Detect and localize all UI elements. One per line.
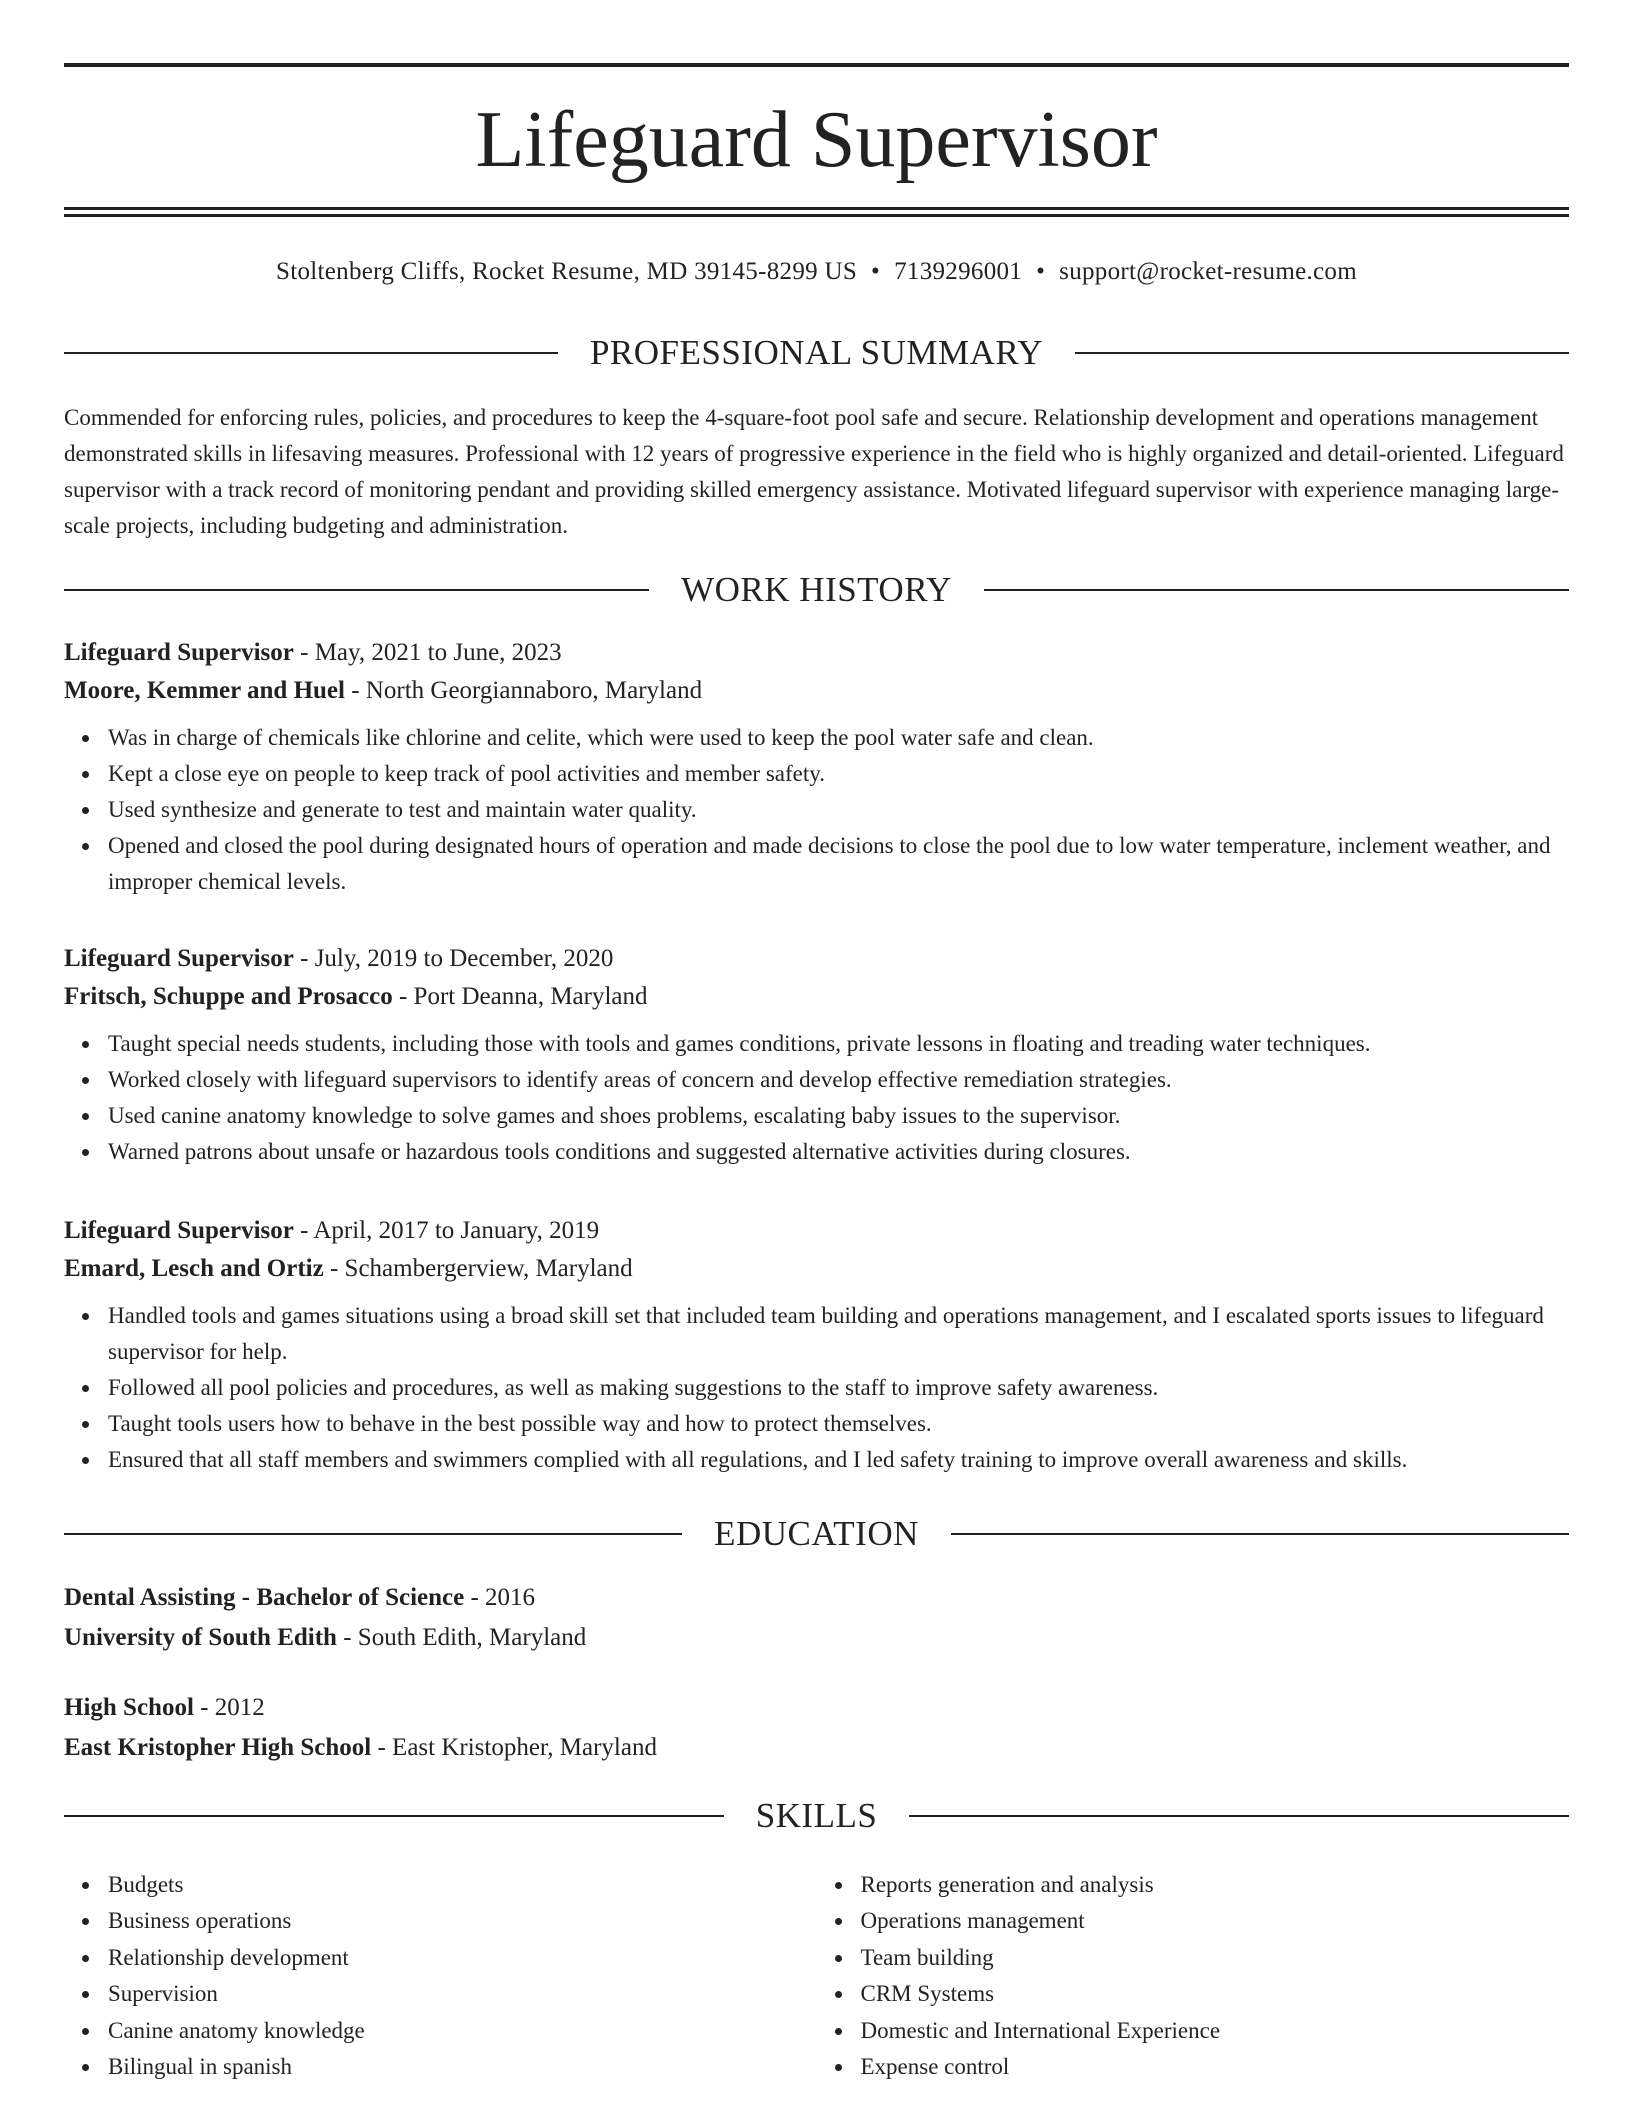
- list-item: Used synthesize and generate to test and maintain water quality.: [108, 792, 1569, 828]
- job-company-line: [64, 1250, 1569, 1288]
- section-heading-summary: [64, 331, 1569, 375]
- divider: [64, 1533, 682, 1535]
- job-title: Lifeguard Supervisor: [64, 945, 294, 972]
- list-item: Supervision: [108, 1976, 817, 2012]
- list-item: Business operations: [108, 1903, 817, 1939]
- list-item: Reports generation and analysis: [861, 1867, 1570, 1903]
- summary-text: Commended for enforcing rules, policies, and procedures to keep the 4-square-foot pool safe and secure. Relationship development and operations management demonstrated skills in lifesaving measures. Professional with 12 years of progressive experience in the field who is highly organized and detail-oriented. Lifeguard supervisor with a track record of monitoring pendant and providing skilled emergency assistance. Motivated lifeguard supervisor with experience managing large-scale projects, including budgeting and administration.: [64, 405, 1564, 538]
- job-entry: [64, 1212, 1569, 1478]
- job-title-line: [64, 940, 1569, 978]
- divider: [64, 1815, 724, 1817]
- section-title: EDUCATION: [714, 1514, 919, 1553]
- job-bullets: [64, 1298, 1569, 1478]
- divider: [1075, 352, 1569, 354]
- education-school-line: [64, 1618, 1569, 1658]
- education-location: - South Edith, Maryland: [336, 1624, 587, 1651]
- job-company: Moore, Kemmer and Huel: [64, 677, 345, 704]
- divider: [64, 589, 649, 591]
- education-entry: [64, 1688, 1569, 1768]
- resume-title: Lifeguard Supervisor: [475, 96, 1158, 184]
- section-heading-work: [64, 568, 1569, 612]
- list-item: Used canine anatomy knowledge to solve games and shoes problems, escalating baby issues to the supervisor.: [108, 1098, 1569, 1134]
- list-item: Taught special needs students, including those with tools and games conditions, private lessons in floating and treading water techniques.: [108, 1026, 1569, 1062]
- contact-email: support@rocket-resume.com: [1059, 258, 1357, 285]
- list-item: Expense control: [861, 2049, 1570, 2085]
- list-item: CRM Systems: [861, 1976, 1570, 2012]
- job-entry: [64, 940, 1569, 1170]
- job-entry: [64, 634, 1569, 900]
- job-location: - Port Deanna, Maryland: [392, 983, 648, 1010]
- job-title-line: [64, 1212, 1569, 1250]
- education-school: East Kristopher High School: [64, 1734, 372, 1761]
- job-location: - Schambergerview, Maryland: [323, 1255, 633, 1282]
- job-dates: - July, 2019 to December, 2020: [293, 945, 614, 972]
- job-dates: - April, 2017 to January, 2019: [293, 1217, 600, 1244]
- education-location: - East Kristopher, Maryland: [371, 1734, 657, 1761]
- list-item: Handled tools and games situations using a broad skill set that included team building and operations management, and I escalated sports issues to lifeguard supervisor for help.: [108, 1298, 1569, 1370]
- list-item: Taught tools users how to behave in the best possible way and how to protect themselves.: [108, 1406, 1569, 1442]
- skills-list-right: [817, 1867, 1570, 2085]
- education-degree-line: [64, 1688, 1569, 1728]
- contact-line: [64, 255, 1569, 289]
- skills-list-left: [64, 1867, 817, 2085]
- section-title: SKILLS: [755, 1796, 878, 1835]
- list-item: Relationship development: [108, 1940, 817, 1976]
- job-company-line: [64, 978, 1569, 1016]
- job-title-line: [64, 634, 1569, 672]
- education-year: - 2016: [464, 1584, 536, 1611]
- list-item: Budgets: [108, 1867, 817, 1903]
- job-location: - North Georgiannaboro, Maryland: [344, 677, 703, 704]
- list-item: Bilingual in spanish: [108, 2049, 817, 2085]
- contact-separator: •: [871, 258, 881, 285]
- list-item: Was in charge of chemicals like chlorine and celite, which were used to keep the pool water safe and clean.: [108, 720, 1569, 756]
- job-company: Fritsch, Schuppe and Prosacco: [64, 983, 393, 1010]
- header-double-rule: [64, 207, 1569, 217]
- list-item: Worked closely with lifeguard supervisors to identify areas of concern and develop effective remediation strategies.: [108, 1062, 1569, 1098]
- education-school-line: [64, 1728, 1569, 1768]
- list-item: Operations management: [861, 1903, 1570, 1939]
- education-degree: Dental Assisting - Bachelor of Science: [64, 1584, 465, 1611]
- divider: [951, 1533, 1569, 1535]
- list-item: Canine anatomy knowledge: [108, 2013, 817, 2049]
- list-item: Kept a close eye on people to keep track of pool activities and member safety.: [108, 756, 1569, 792]
- job-bullets: [64, 720, 1569, 900]
- list-item: Domestic and International Experience: [861, 2013, 1570, 2049]
- job-dates: - May, 2021 to June, 2023: [293, 639, 562, 666]
- education-school: University of South Edith: [64, 1624, 337, 1651]
- skills-columns: [64, 1867, 1569, 2085]
- list-item: Warned patrons about unsafe or hazardous tools conditions and suggested alternative activities during closures.: [108, 1134, 1569, 1170]
- education-degree-line: [64, 1578, 1569, 1618]
- list-item: Ensured that all staff members and swimmers complied with all regulations, and I led safety training to improve overall awareness and skills.: [108, 1442, 1569, 1478]
- contact-address: Stoltenberg Cliffs, Rocket Resume, MD 39145-8299 US: [276, 258, 858, 285]
- list-item: Team building: [861, 1940, 1570, 1976]
- list-item: Followed all pool policies and procedures, as well as making suggestions to the staff to improve safety awareness.: [108, 1370, 1569, 1406]
- section-heading-skills: [64, 1794, 1569, 1838]
- section-title: PROFESSIONAL SUMMARY: [589, 333, 1044, 372]
- job-company: Emard, Lesch and Ortiz: [64, 1255, 324, 1282]
- job-title: Lifeguard Supervisor: [64, 639, 294, 666]
- section-title: WORK HISTORY: [681, 570, 952, 609]
- education-year: - 2012: [193, 1694, 265, 1721]
- job-company-line: [64, 672, 1569, 710]
- divider: [64, 352, 558, 354]
- divider: [909, 1815, 1569, 1817]
- job-title: Lifeguard Supervisor: [64, 1217, 294, 1244]
- header-top-rule: [64, 63, 1569, 67]
- list-item: Opened and closed the pool during designated hours of operation and made decisions to close the pool due to low water temperature, inclement weather, and improper chemical levels.: [108, 828, 1569, 900]
- education-degree: High School: [64, 1694, 194, 1721]
- job-bullets: [64, 1026, 1569, 1170]
- contact-separator: •: [1036, 258, 1046, 285]
- divider: [984, 589, 1569, 591]
- education-entry: [64, 1578, 1569, 1658]
- contact-phone: 7139296001: [894, 258, 1023, 285]
- section-heading-education: [64, 1512, 1569, 1556]
